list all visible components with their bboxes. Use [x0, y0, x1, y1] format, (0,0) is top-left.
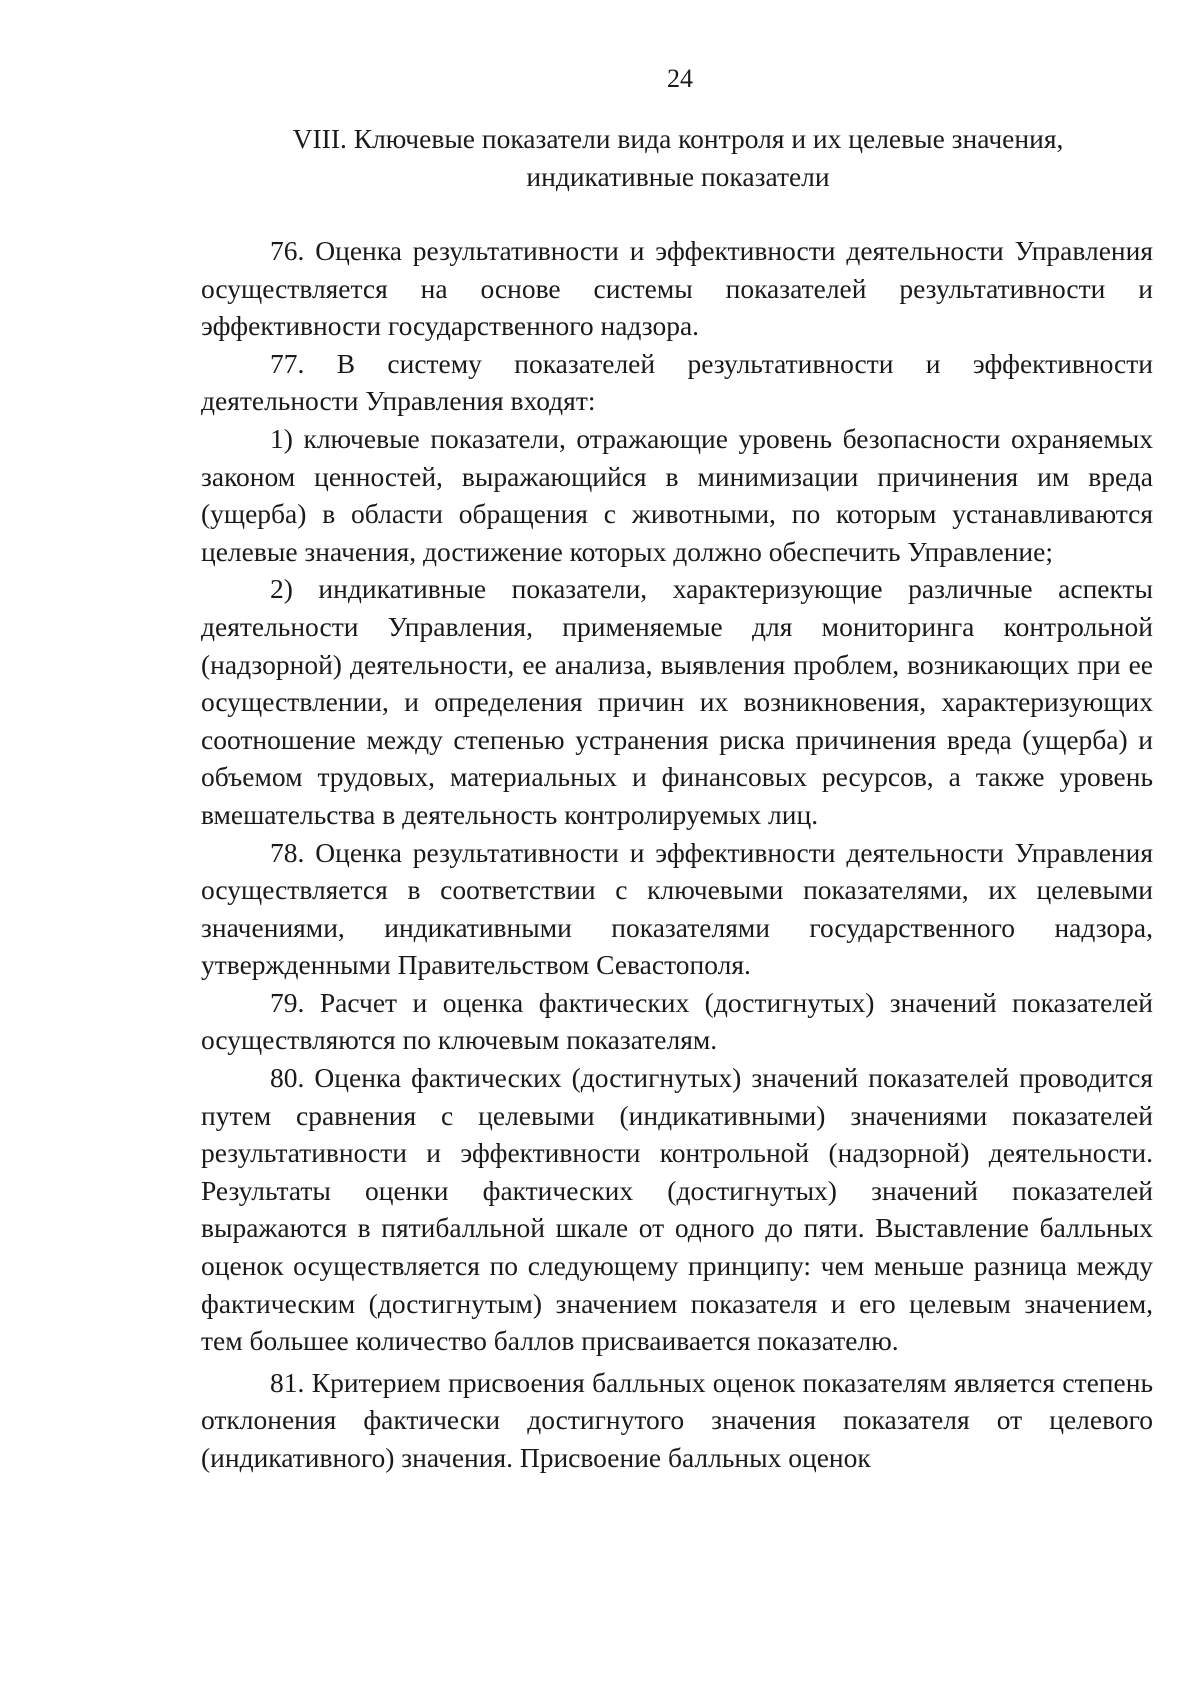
- page-number: 24: [667, 64, 693, 93]
- section-heading-line-2: индикативные показатели: [526, 161, 830, 192]
- paragraph-80: 80. Оценка фактических (достигнутых) значений показателей проводится путем сравнения с целевыми (индикативными) значениями показателей результативности и эффективности контрольной (надзорной) деятельности. Результаты оценки фактических (достигнутых) значений показателей выражаются в пятибалльной шкале от одного до пяти. Выставление балльных оценок осуществляется по следующему принципу: чем меньше разница между фактическим (достигнутым) значением показателя и его целевым значением, тем большее количество баллов присваивается показателю.: [201, 1062, 1153, 1357]
- document-body: [201, 232, 1153, 1477]
- section-heading-line-1: VIII. Ключевые показатели вида контроля и их целевые значения,: [292, 123, 1064, 154]
- paragraph-77: 77. В систему показателей результативности и эффективности деятельности Управления входят:: [201, 347, 1153, 417]
- paragraph-78: 78. Оценка результативности и эффективности деятельности Управления осуществляется в соответствии с ключевыми показателями, их целевыми значениями, индикативными показателями государственного надзора, утвержденными Правительством Севастополя.: [201, 836, 1153, 981]
- paragraph-79: 79. Расчет и оценка фактических (достигнутых) значений показателей осуществляются по ключевым показателям.: [201, 986, 1153, 1056]
- paragraph-81: 81. Критерием присвоения балльных оценок показателям является степень отклонения фактически достигнутого значения показателя от целевого (индикативного) значения. Присвоение балльных оценок: [201, 1366, 1153, 1473]
- paragraph-77-item-2: 2) индикативные показатели, характеризующие различные аспекты деятельности Управления, применяемые для мониторинга контрольной (надзорной) деятельности, ее анализа, выявления проблем, возникающих при ее осуществлении, и определения причин их возникновения, характеризующих соотношение между степенью устранения риска причинения вреда (ущерба) и объемом трудовых, материальных и финансовых ресурсов, а также уровень вмешательства в деятельность контролируемых лиц.: [201, 573, 1153, 830]
- paragraph-76: 76. Оценка результативности и эффективности деятельности Управления осуществляется на основе системы показателей результативности и эффективности государственного надзора.: [201, 235, 1153, 342]
- paragraph-77-item-1: 1) ключевые показатели, отражающие уровень безопасности охраняемых законом ценностей, выражающийся в минимизации причинения им вреда (ущерба) в области обращения с животными, по которым устанавливаются целевые значения, достижение которых должно обеспечить Управление;: [201, 422, 1153, 567]
- section-heading: [198, 120, 1158, 196]
